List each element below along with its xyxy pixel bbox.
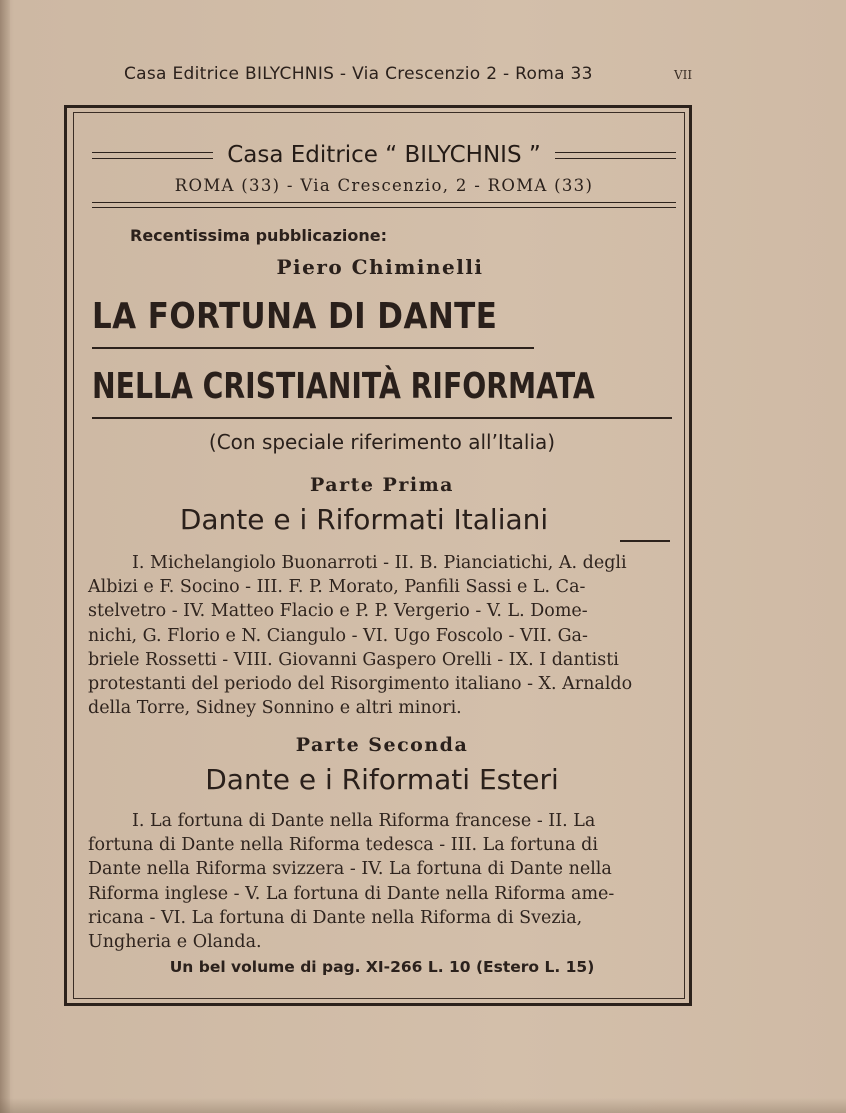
- contents-line: Riforma inglese - V. La fortuna di Dante nella Riforma ame-: [88, 883, 615, 904]
- book-title-line-2: NELLA CRISTIANITÀ RIFORMATA: [92, 366, 595, 407]
- part-1-label: Parte Prima: [309, 474, 454, 496]
- divider: [92, 202, 676, 208]
- publisher-header: [92, 138, 676, 172]
- divider: [620, 540, 670, 542]
- book-subtitle: (Con speciale riferimento all’Italia): [208, 430, 556, 454]
- contents-line: nichi, G. Florio e N. Ciangulo - VI. Ugo Foscolo - VII. Ga-: [88, 625, 588, 646]
- volume-price-info: Un bel volume di pag. XI-266 L. 10 (Estero L. 15): [169, 958, 595, 976]
- contents-line: Albizi e F. Socino - III. F. P. Morato, Panfili Sassi e L. Ca-: [88, 577, 586, 598]
- contents-line: briele Rossetti - VIII. Giovanni Gaspero Orelli - IX. I dantisti: [88, 649, 619, 670]
- publisher-name: Casa Editrice “ BILYCHNIS ”: [227, 142, 541, 168]
- divider: [92, 347, 534, 349]
- divider: [92, 417, 672, 419]
- page-binding-edge: [0, 0, 10, 1113]
- contents-line: I. La fortuna di Dante nella Riforma francese - II. La: [132, 811, 596, 831]
- contents-line: Ungheria e Olanda.: [88, 932, 262, 953]
- part-2-title: Dante e i Riformati Esteri: [205, 763, 559, 796]
- contents-line: protestanti del periodo del Risorgimento italiano - X. Arnaldo: [88, 674, 633, 695]
- announcement: Recentissima pubblicazione:: [130, 226, 388, 245]
- contents-line: della Torre, Sidney Sonnino e altri minori.: [88, 698, 462, 719]
- part-2-contents: [88, 809, 672, 954]
- book-title-line-1: LA FORTUNA DI DANTE: [92, 296, 498, 337]
- running-head: Casa Editrice BILYCHNIS - Via Crescenzio 2 - Roma 33: [124, 64, 593, 84]
- contents-line: Dante nella Riforma svizzera - IV. La fortuna di Dante nella: [88, 859, 612, 880]
- contents-line: stelvetro - IV. Matteo Flacio e P. P. Vergerio - V. L. Dome-: [88, 601, 588, 622]
- divider: [555, 152, 676, 159]
- author-name: Piero Chiminelli: [276, 255, 484, 279]
- part-1-title: Dante e i Riformati Italiani: [179, 503, 549, 536]
- contents-line: I. Michelangiolo Buonarroti - II. B. Pianciatichi, A. degli: [132, 553, 627, 573]
- divider: [92, 152, 213, 159]
- contents-line: ricana - VI. La fortuna di Dante nella Riforma di Svezia,: [88, 907, 583, 928]
- publisher-address: ROMA (33) - Via Crescenzio, 2 - ROMA (33): [174, 176, 594, 195]
- page-number: VII: [674, 68, 693, 82]
- contents-line: fortuna di Dante nella Riforma tedesca - III. La fortuna di: [88, 835, 598, 856]
- page-bottom-edge: [0, 1098, 846, 1113]
- part-2-label: Parte Seconda: [295, 734, 469, 756]
- part-1-contents: [88, 551, 672, 720]
